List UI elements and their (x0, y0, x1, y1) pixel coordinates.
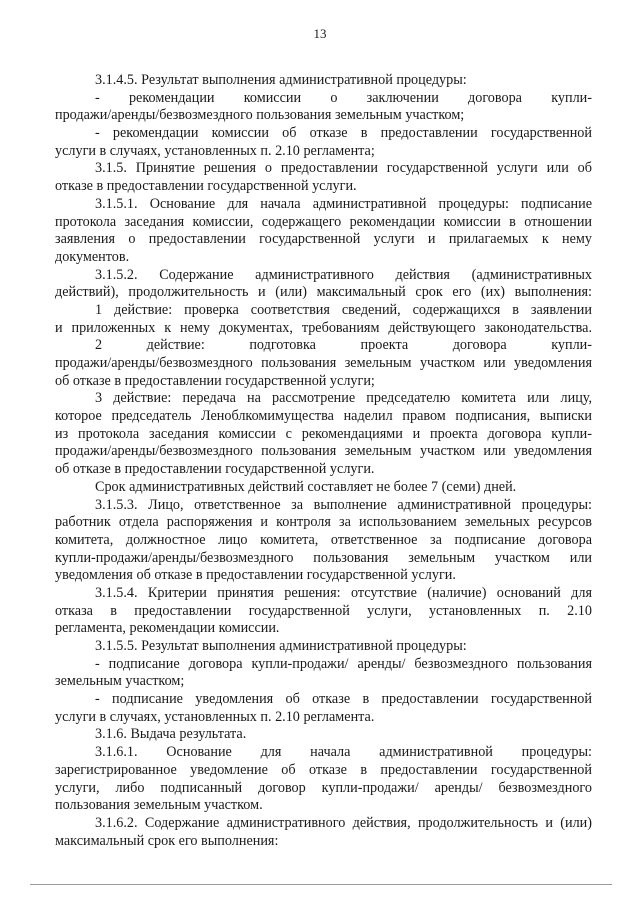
text-line: - подписание уведомления об отказе в предоставлении государственной (95, 691, 592, 708)
text-line: уведомления об отказе в предоставлении государственной услуги. (55, 567, 456, 584)
text-line: услуги, либо подписанный договор купли-продажи/ аренды/ безвозмездного (55, 779, 592, 796)
text-line: - подписание договора купли-продажи/ аренды/ безвозмездного пользования (95, 655, 592, 672)
text-line: отказе в предоставлении государственной услуги. (55, 178, 357, 195)
text-line: 3.1.6. Выдача результата. (95, 726, 247, 743)
text-line: услуги в случаях, установленных п. 2.10 регламента. (55, 708, 375, 725)
text-line: продажи/аренды/безвозмездного пользования земельным участком или уведомления (55, 443, 592, 460)
text-line: регламента, рекомендации комиссии. (55, 620, 280, 637)
page-number: 13 (313, 26, 327, 41)
text-line: об отказе в предоставлении государственной услуги. (55, 461, 375, 478)
text-line: протокола заседания комиссии, содержащего рекомендации комиссии в отношении (55, 213, 592, 230)
text-line: 3.1.5.4. Критерии принятия решения: отсутствие (наличие) оснований для (95, 584, 592, 601)
text-line: 3 действие: передача на рассмотрение председателю комитета или лицу, (95, 390, 592, 407)
text-line: действий), продолжительность и (или) максимальный срок его (их) выполнения: (55, 284, 592, 301)
text-line: 3.1.5.2. Содержание административного действия (административных (95, 266, 592, 283)
document-body (55, 72, 592, 850)
text-line: об отказе в предоставлении государственной услуги; (55, 372, 375, 389)
text-line: земельным участком; (55, 673, 185, 690)
text-line: комитета, должностное лицо комитета, ответственное за подписание договора (55, 531, 592, 548)
text-line: 3.1.5.3. Лицо, ответственное за выполнение административной процедуры: (95, 496, 592, 513)
text-line: документов. (55, 248, 130, 265)
text-line: которое председатель Леноблкомимущества наделил правом подписания, выписки (55, 408, 592, 425)
text-line: и приложенных к нему документах, требованиям действующего законодательства. (55, 319, 592, 336)
text-line: работник отдела распоряжения и контроля за использованием земельных ресурсов (55, 514, 592, 531)
text-line: 2 действие: подготовка проекта договора купли- (95, 337, 592, 354)
text-line: - рекомендации комиссии об отказе в предоставлении государственной (95, 125, 592, 142)
text-line: 3.1.6.2. Содержание административного действия, продолжительность и (или) (95, 814, 592, 831)
page-bottom-rule (30, 884, 612, 885)
text-line: отказа в предоставлении государственной услуги, установленных п. 2.10 (55, 602, 592, 619)
text-line: 3.1.6.1. Основание для начала административной процедуры: (95, 744, 592, 761)
text-line: из протокола заседания комиссии с рекомендациями и проекта договора купли- (55, 425, 592, 442)
text-line: услуги в случаях, установленных п. 2.10 регламента; (55, 142, 375, 159)
text-line: максимальный срок его выполнения: (55, 832, 279, 849)
text-line: продажи/аренды/безвозмездного пользования земельным участком или уведомления (55, 355, 592, 371)
text-line: 3.1.4.5. Результат выполнения административной процедуры: (95, 72, 467, 88)
text-line: заявления о предоставлении государственной услуги и прилагаемых к нему (55, 231, 592, 248)
text-line: 3.1.5. Принятие решения о предоставлении государственной услуги или об (95, 160, 592, 177)
text-line: зарегистрированное уведомление об отказе в предоставлении государственной (55, 761, 592, 778)
text-line: пользования земельным участком. (55, 797, 263, 814)
text-line: - рекомендации комиссии о заключении договора купли- (95, 89, 592, 106)
text-line: 3.1.5.5. Результат выполнения административной процедуры: (95, 638, 467, 654)
text-line: продажи/аренды/безвозмездного пользования земельным участком; (55, 107, 465, 124)
text-line: Срок административных действий составляет не более 7 (семи) дней. (95, 478, 517, 495)
text-line: купли-продажи/аренды/безвозмездного пользования земельным участком или (55, 549, 592, 566)
text-line: 3.1.5.1. Основание для начала административной процедуры: подписание (95, 195, 592, 212)
text-line: 1 действие: проверка соответствия сведений, содержащихся в заявлении (95, 301, 592, 318)
